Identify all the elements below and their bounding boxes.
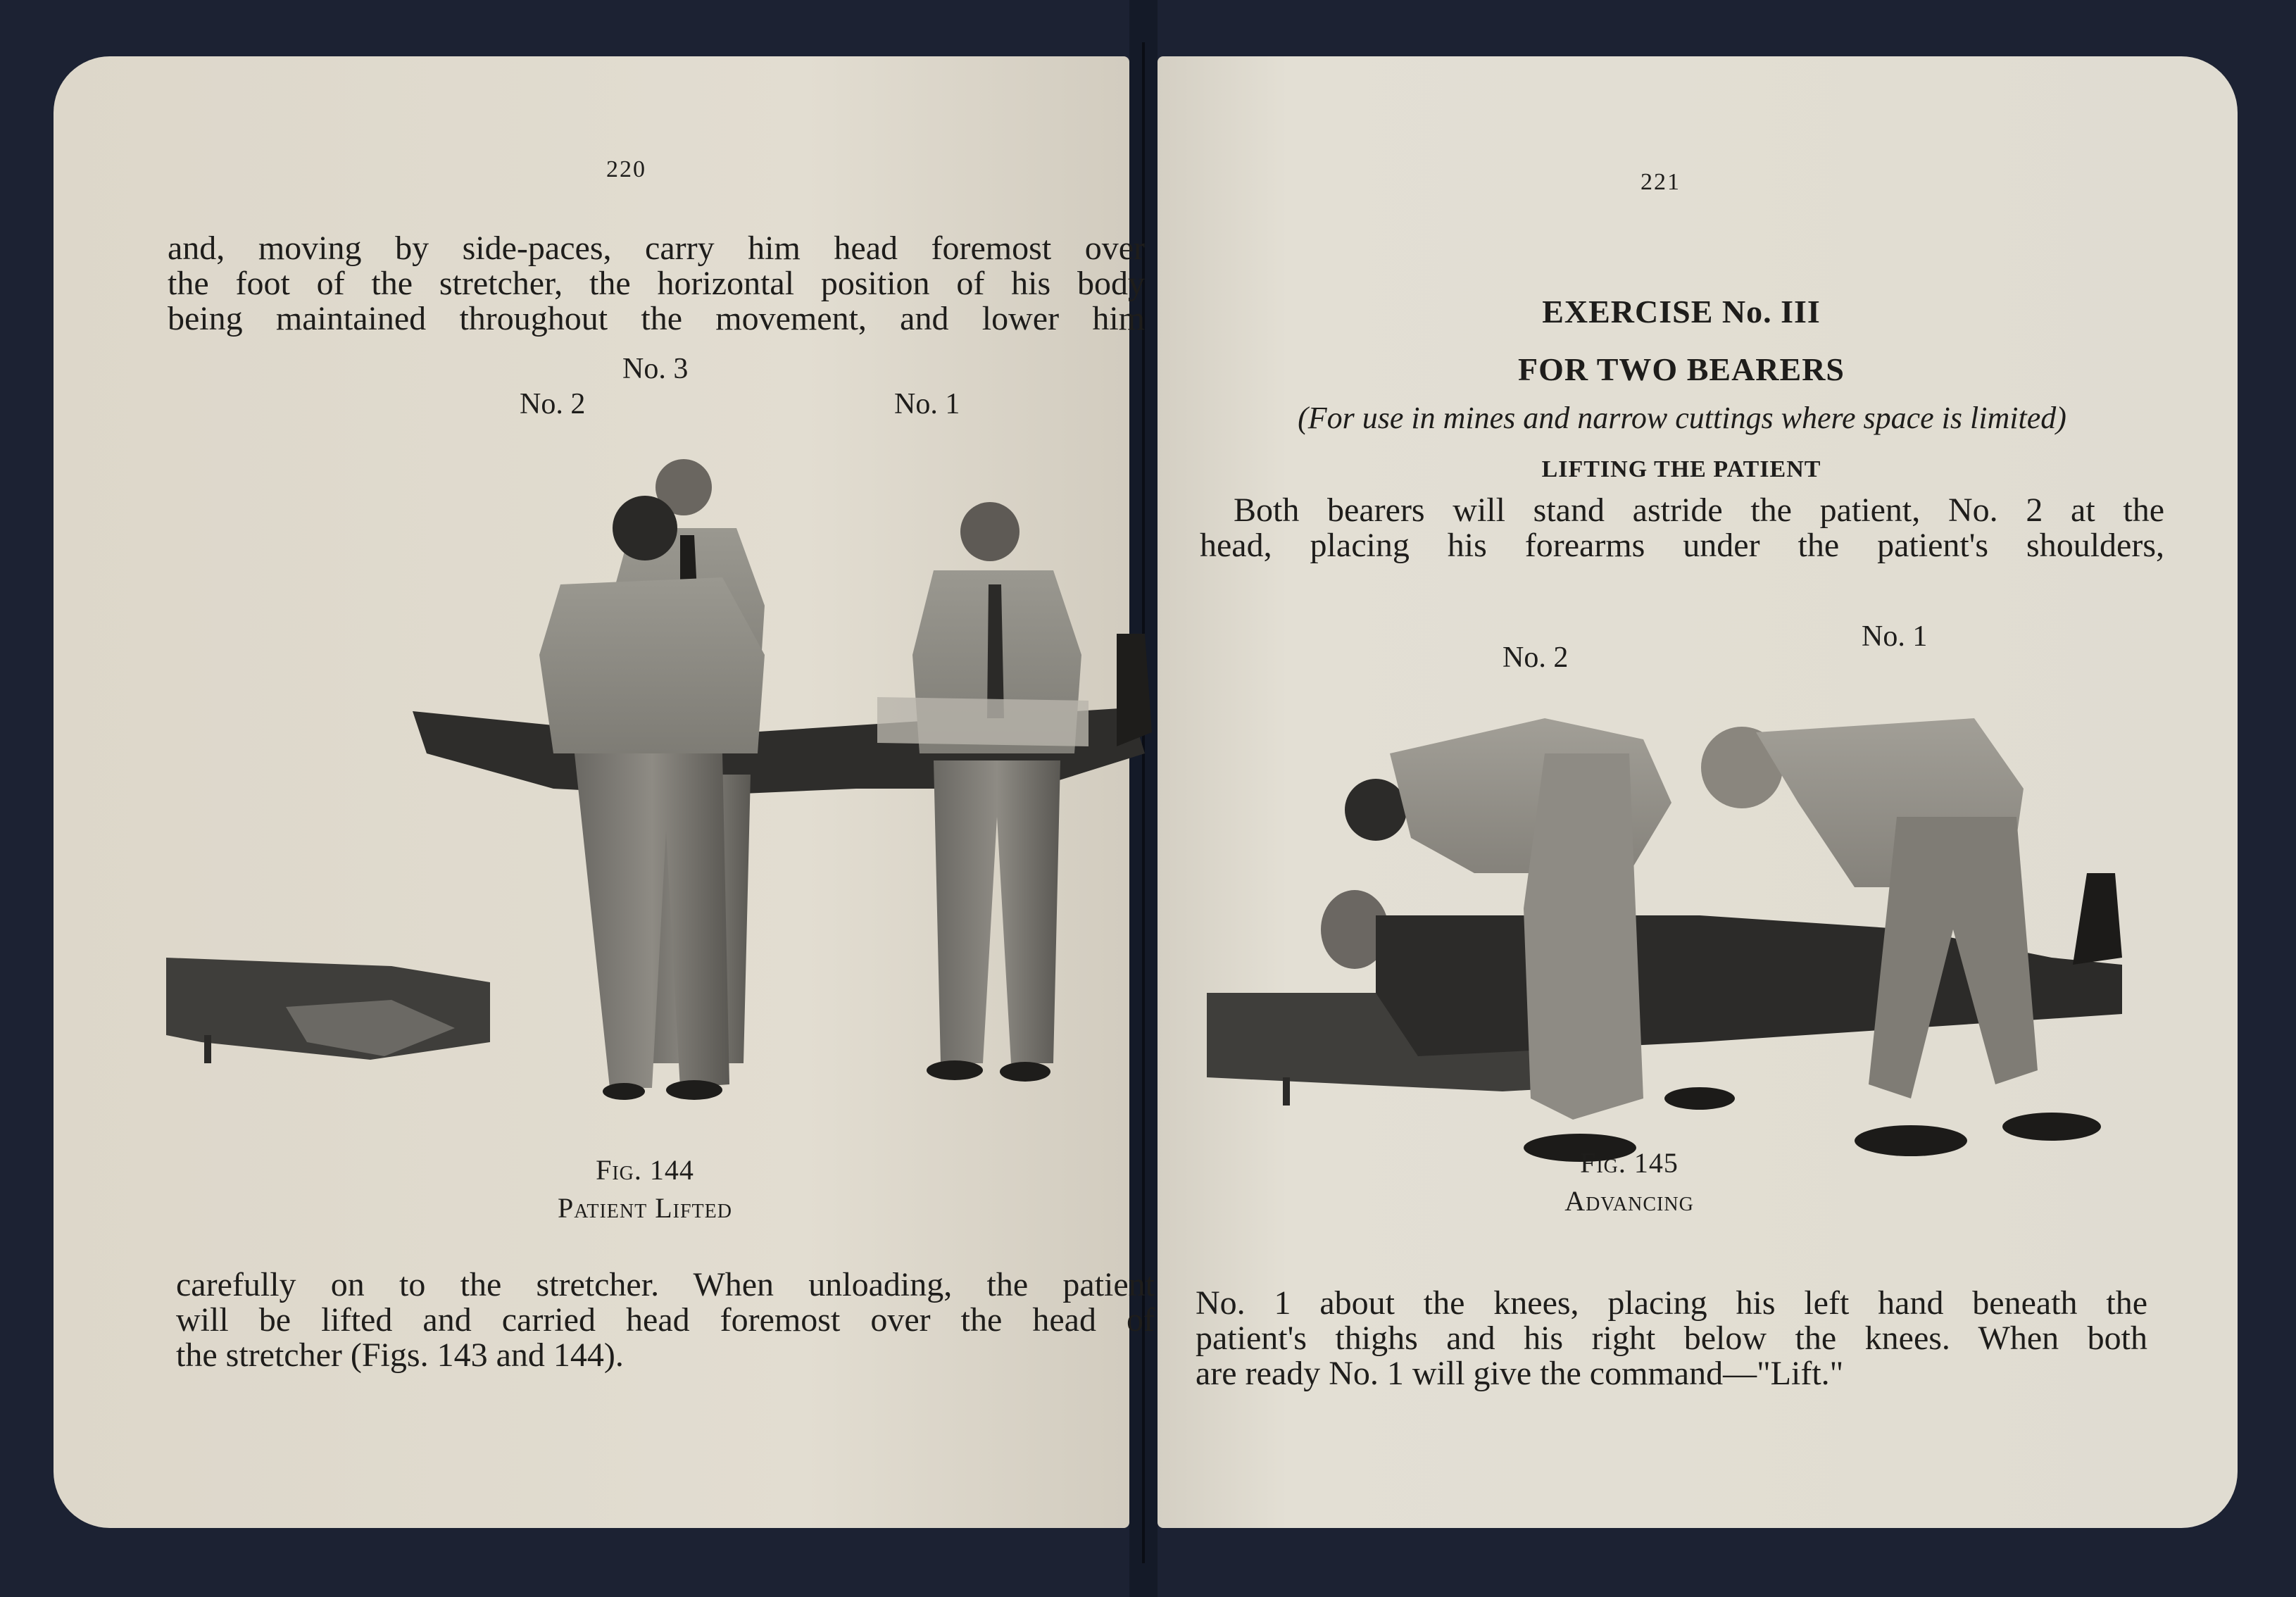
exercise-heading: EXERCISE No. III: [1542, 294, 1821, 330]
paragraph-line: carefully on to the stretcher. When unloading, the patient: [176, 1266, 1155, 1303]
paragraph-line: and, moving by side-paces, carry him head foremost over: [168, 230, 1145, 267]
figure-label-no2: No. 2: [520, 388, 586, 420]
bearers-heading: FOR TWO BEARERS: [1517, 351, 1845, 387]
figure-144-photo: [159, 422, 1159, 1155]
paragraph-line: the foot of the stretcher, the horizontal position of his body: [168, 265, 1145, 302]
right-page: [1158, 56, 2238, 1528]
paragraph-line: will be lifted and carried head foremost over the head of: [176, 1301, 1155, 1339]
subtitle: (For use in mines and narrow cuttings where space is limited): [1298, 401, 2066, 435]
page-number: 221: [1641, 169, 1681, 195]
figure-caption-number: Fig. 144: [596, 1154, 694, 1186]
paragraph-line: being maintained throughout the movement, and lower him: [168, 300, 1145, 337]
section-subheading: LIFTING THE PATIENT: [1541, 456, 1821, 482]
left-page: [54, 56, 1155, 1528]
paragraph-line: the stretcher (Figs. 143 and 144).: [176, 1336, 624, 1374]
figure-caption-title: Advancing: [1564, 1185, 1694, 1217]
figure-caption-number: Fig. 145: [1580, 1147, 1679, 1179]
paragraph-line: No. 1 about the knees, placing his left hand beneath the: [1196, 1284, 2147, 1322]
paragraph-line: patient's thighs and his right below the knees. When both: [1196, 1320, 2147, 1357]
figure-label-no1: No. 1: [1862, 620, 1928, 653]
figure-label-no2: No. 2: [1503, 641, 1569, 674]
figure-145-photo: [1207, 662, 2178, 1183]
figure-caption-title: Patient Lifted: [558, 1192, 732, 1224]
paragraph-line: are ready No. 1 will give the command—"Lift.": [1196, 1355, 1844, 1392]
paragraph-line: head, placing his forearms under the patient's shoulders,: [1200, 527, 2164, 564]
paragraph-line: Both bearers will stand astride the patient, No. 2 at the: [1234, 491, 2164, 529]
figure-label-no1: No. 1: [894, 388, 960, 420]
figure-label-no3: No. 3: [622, 353, 689, 385]
page-number: 220: [606, 156, 646, 182]
